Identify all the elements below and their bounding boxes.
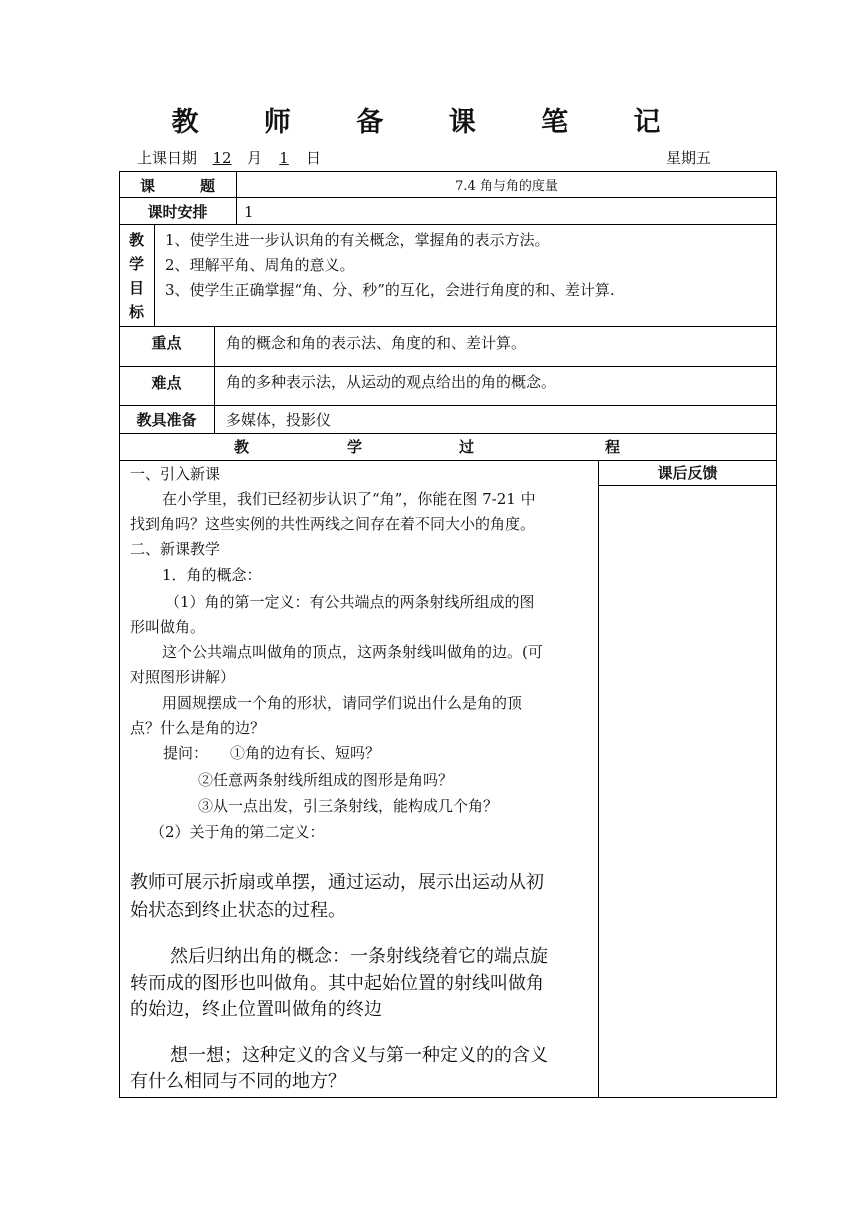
date-day: 1: [279, 149, 289, 167]
process-header-char: 教: [234, 438, 250, 456]
process-header-char: 学: [347, 438, 363, 456]
vertex-line-1: 这个公共端点叫做角的顶点，这两条射线叫做角的边。(可: [162, 643, 543, 661]
def2-heading: （2）关于角的第二定义：: [150, 823, 325, 841]
topic-label: 课 题: [139, 177, 215, 195]
goals-label-char: 教: [128, 231, 144, 249]
topic-value: 7.4 角与角的度量: [455, 179, 558, 194]
goals-label-char: 学: [128, 255, 144, 273]
summary-line-1: 然后归纳出角的概念：一条射线绕着它的端点旋: [170, 946, 548, 967]
tools-value: 多媒体，投影仪: [226, 411, 332, 429]
date-month-label: 月: [247, 149, 263, 167]
concept-heading: 1．角的概念：: [162, 566, 262, 584]
intro-line-2: 找到角吗？这些实例的共性两线之间存在着不同大小的角度。: [130, 515, 536, 533]
compass-line-2: 点？什么是角的边？: [130, 719, 266, 737]
hours-label: 课时安排: [147, 203, 208, 221]
process-header-char: 程: [605, 438, 621, 456]
think-line-2: 有什么相同与不同的地方？: [130, 1071, 346, 1092]
section-new-lesson: 二、新课教学: [130, 540, 221, 558]
goal-3: 3、使学生正确掌握“角、分、秒”的互化，会进行角度的和、差计算.: [165, 281, 615, 299]
demo-line-1: 教师可展示折扇或单摆，通过运动，展示出运动从初: [130, 872, 544, 893]
def1-line-1: （1）角的第一定义：有公共端点的两条射线所组成的图: [165, 593, 535, 611]
ask-label: 提问：: [163, 744, 209, 762]
goals-label-char: 标: [128, 303, 144, 321]
feedback-label: 课后反馈: [657, 464, 718, 482]
date-line: [137, 147, 321, 168]
difficulty-value: 角的多种表示法，从运动的观点给出的角的概念。: [226, 373, 557, 391]
question-2: ②任意两条射线所组成的图形是角吗？: [198, 771, 454, 789]
question-1: ①角的边有长、短吗？: [230, 744, 381, 762]
summary-line-2: 转而成的图形也叫做角。其中起始位置的射线叫做角: [130, 973, 544, 994]
process-header-char: 过: [459, 438, 475, 456]
date-month: 12: [212, 149, 232, 167]
tools-label: 教具准备: [136, 411, 197, 429]
demo-line-2: 始状态到终止状态的过程。: [130, 900, 346, 921]
question-3: ③从一点出发，引三条射线，能构成几个角？: [198, 797, 499, 815]
key-value: 角的概念和角的表示法、角度的和、差计算。: [226, 334, 527, 352]
goals-label-char: 目: [128, 279, 144, 297]
compass-line-1: 用圆规摆成一个角的形状，请同学们说出什么是角的顶: [162, 694, 523, 712]
think-line-1: 想一想；这种定义的含义与第一种定义的的含义: [170, 1045, 548, 1066]
vertex-line-2: 对照图形讲解）: [130, 668, 236, 686]
page-title: 教 师 备 课 笔 记: [171, 107, 689, 138]
summary-line-3: 的始边，终止位置叫做角的终边: [130, 999, 382, 1020]
section-intro: 一、引入新课: [130, 465, 221, 483]
difficulty-label: 难点: [151, 374, 182, 392]
goal-1: 1、使学生进一步认识角的有关概念，掌握角的表示方法。: [165, 231, 550, 249]
hours-value: 1: [244, 203, 254, 221]
date-prefix: 上课日期: [137, 149, 198, 167]
goal-2: 2、理解平角、周角的意义。: [165, 256, 355, 274]
date-day-label: 日: [306, 149, 322, 167]
def1-line-2: 形叫做角。: [130, 618, 206, 636]
weekday: 星期五: [666, 149, 712, 167]
key-label: 重点: [151, 334, 182, 352]
goals-label: [119, 228, 154, 324]
intro-line-1: 在小学里，我们已经初步认识了“角”，你能在图 7-21 中: [162, 490, 536, 508]
